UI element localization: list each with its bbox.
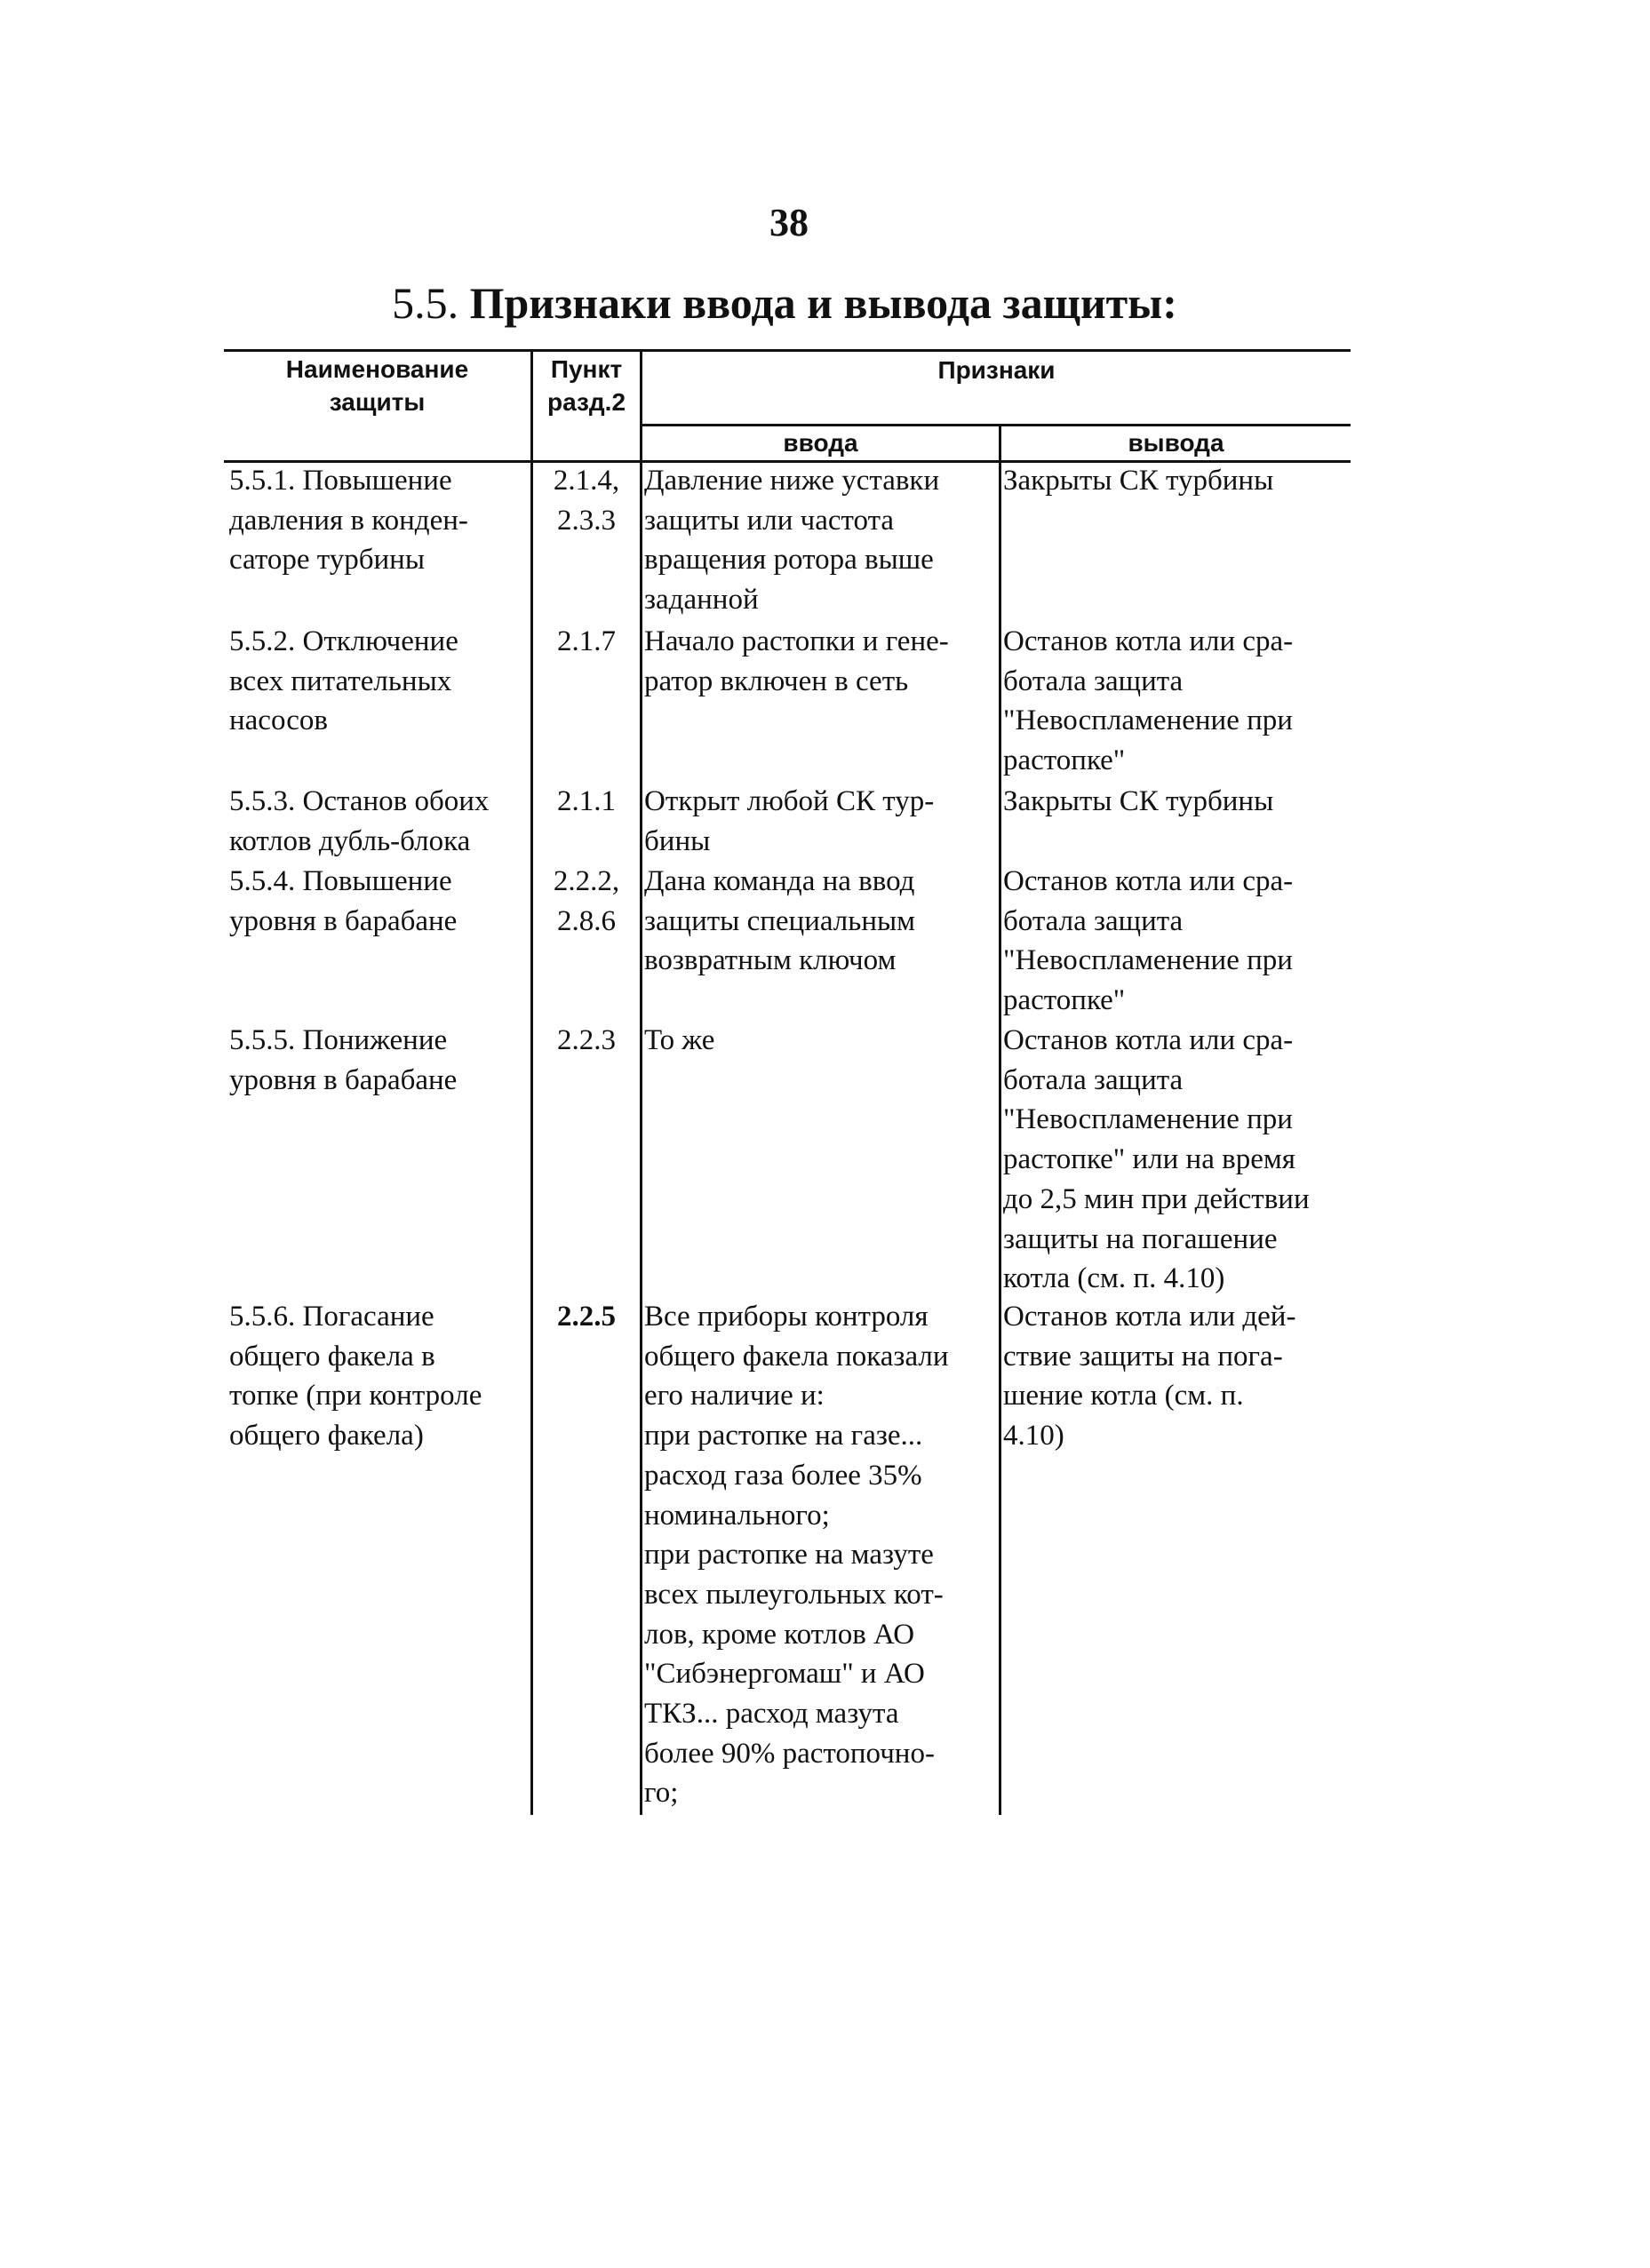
row-6-exit: Останов котла или дей- ствие защиты на пога- шение котла (см. п. 4.10) [1003,1301,1296,1452]
row-1-name: 5.5.1. Повышение давления в конден- саторе турбины [229,465,468,577]
row-1-clause: 2.1.4, 2.3.3 [553,465,620,537]
row-5-clause: 2.2.3 [557,1024,616,1056]
header-clause: Пункт разд.2 [546,355,626,416]
column-divider-3 [999,424,1001,1815]
header-name: Наименование защиты [285,355,469,416]
header-entry: ввода [783,429,858,457]
row-4-exit: Останов котла или сра- ботала защита "Невоспламенение при растопке" [1003,865,1294,1017]
row-6-name: 5.5.6. Погасание общего факела в топке (при контроле общего факела) [229,1301,482,1452]
row-5-exit: Останов котла или сра- ботала защита "Невоспламенение при растопке" или на время до 2,5 мин при действии защиты на погашение котла (см. п. 4.10) [1003,1024,1310,1295]
row-5-name: 5.5.5. Понижение уровня в барабане [229,1024,458,1096]
page-title [0,277,1569,329]
row-2-name: 5.5.2. Отключение всех питательных насосов [229,625,458,737]
row-6-entry: Все приборы контроля общего факела показали его наличие и: при растопке на газе... расход газа более 35% номинального; при растопке на мазуте всех пылеугольных кот- лов, кроме котлов АО "Сибэнергомаш" и АО ТКЗ... расход мазута более 90% растопочно- го; [644,1301,949,1810]
header-signs: Признаки [937,356,1056,384]
row-3-clause: 2.1.1 [557,785,616,817]
row-3-name: 5.5.3. Останов обоих котлов дубль-блока [229,785,490,857]
row-3-entry: Открыт любой СК тур- бины [644,785,935,857]
row-4-entry: Дана команда на ввод защиты специальным возвратным ключом [644,865,916,977]
row-1-exit: Закрыты СК турбины [1003,465,1274,497]
row-5-entry: То же [644,1024,715,1056]
row-4-clause: 2.2.2, 2.8.6 [553,865,620,937]
column-divider-2 [640,349,642,1815]
page-number: 38 [769,201,809,244]
row-3-exit: Закрыты СК турбины [1003,785,1274,817]
section-number: 5.5. [392,278,459,328]
header-exit: вывода [1128,429,1224,457]
table-top-rule [224,349,1351,352]
row-4-name: 5.5.4. Повышение уровня в барабане [229,865,458,937]
row-2-clause: 2.1.7 [557,625,616,657]
section-title: Признаки ввода и вывода защиты: [469,278,1177,328]
row-2-entry: Начало растопки и гене- ратор включен в сеть [644,625,949,697]
row-6-clause: 2.2.5 [557,1301,616,1333]
column-divider-1 [530,349,533,1815]
row-1-entry: Давление ниже уставки защиты или частота вращения ротора выше заданной [644,465,940,617]
row-2-exit: Останов котла или сра- ботала защита "Невоспламенение при растопке" [1003,625,1294,777]
